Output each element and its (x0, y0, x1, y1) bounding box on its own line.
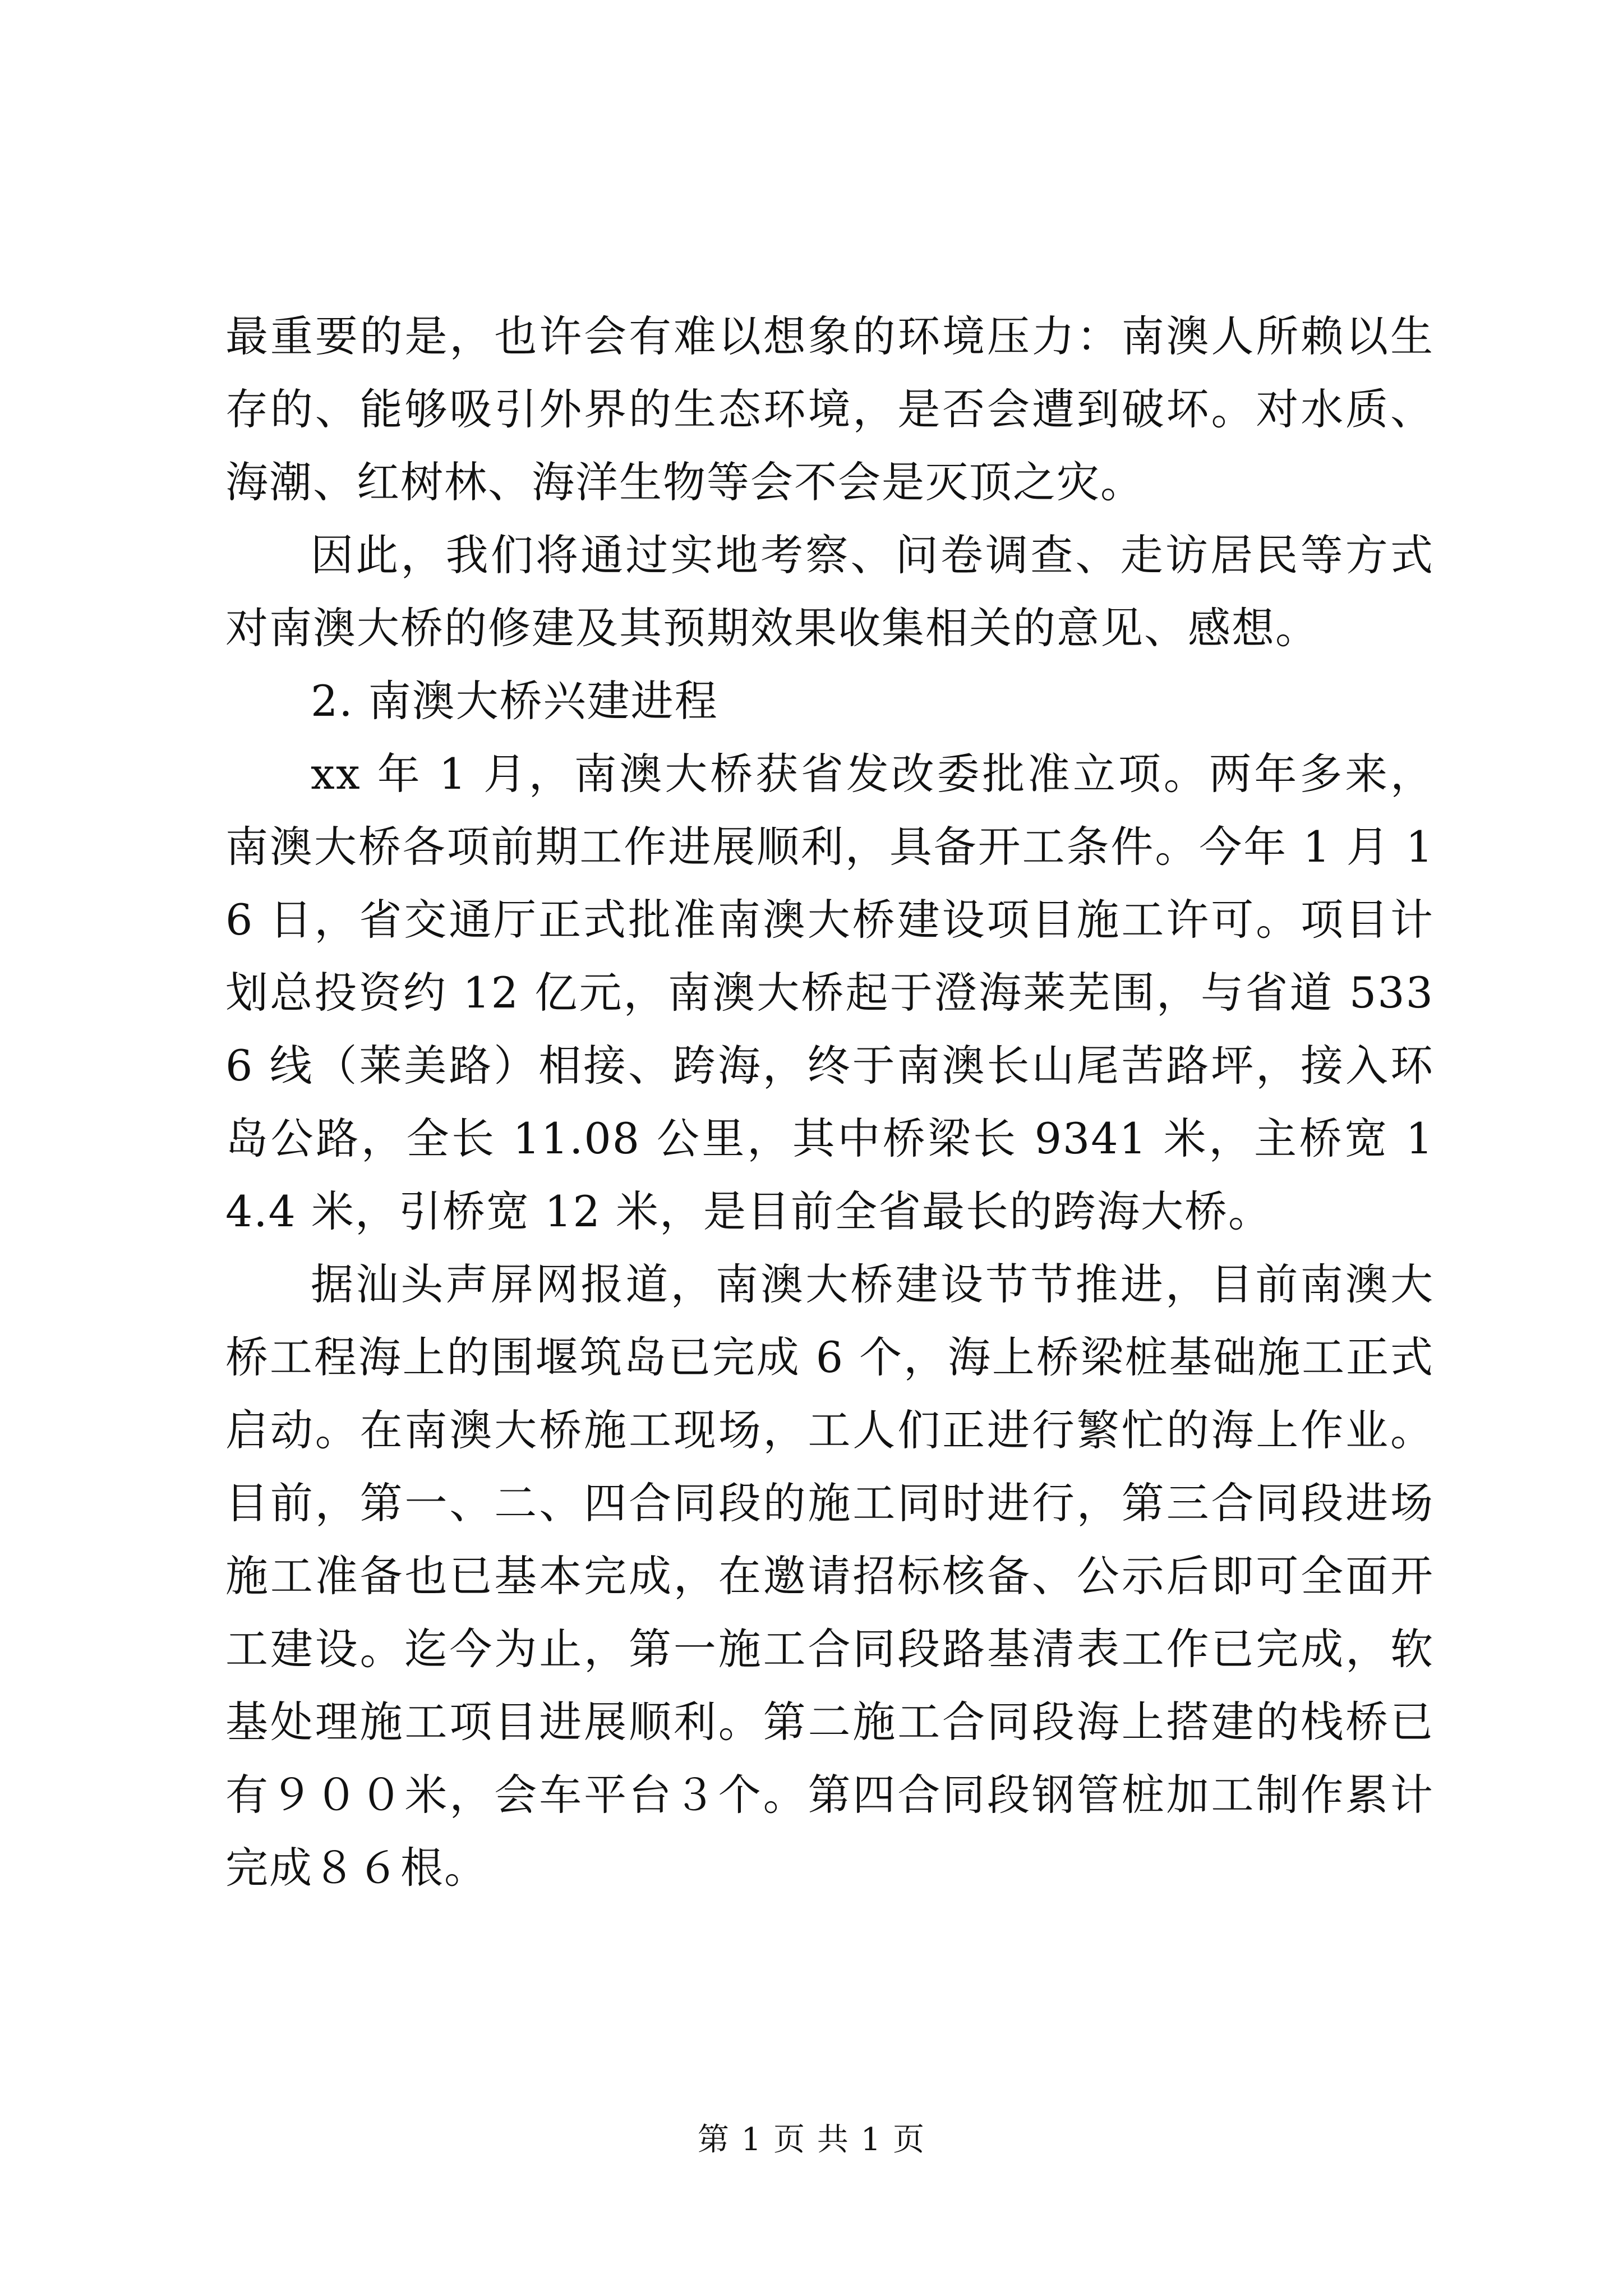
page-footer: 第 1 页 共 1 页 (697, 2122, 926, 2158)
paragraph-project-approval: xx 年 1 月，南澳大桥获省发改委批准立项。两年多来，南澳大桥各项前期工作进展顺利，具备开工条件。今年 1 月 16 日，省交通厅正式批准南澳大桥建设项目施工许可。项目计划总投资约 12 亿元，南澳大桥起于澄海莱芜围，与省道 5336 线（莱美路）相接、跨海，终于南澳长山尾苦路坪，接入环岛公路，全长 11.08 公里，其中桥梁长 9341 米，主桥宽 14.4 米，引桥宽 12 米，是目前全省最长的跨海大桥。 (225, 749, 1434, 1236)
body-text (225, 300, 1434, 1904)
paragraph-environment-pressure: 最重要的是，也许会有难以想象的环境压力：南澳人所赖以生存的、能够吸引外界的生态环境，是否会遭到破坏。对水质、海潮、红树林、海洋生物等会不会是灭顶之灾。 (225, 311, 1434, 507)
paragraph-research-method: 因此，我们将通过实地考察、问卷调查、走访居民等方式对南澳大桥的修建及其预期效果收集相关的意见、感想。 (225, 530, 1434, 653)
paragraph-construction-status: 据汕头声屏网报道，南澳大桥建设节节推进，目前南澳大桥工程海上的围堰筑岛已完成 6 个，海上桥梁桩基础施工正式启动。在南澳大桥施工现场，工人们正进行繁忙的海上作业。目前，第一、二、四合同段的施工同时进行，第三合同段进场施工准备也已基本完成，在邀请招标核备、公示后即可全面开工建设。迄今为止，第一施工合同段路基清表工作已完成，软基处理施工项目进展顺利。第二施工合同段海上搭建的栈桥已有９００米，会车平台３个。第四合同段钢管桩加工制作累计完成８６根。 (225, 1259, 1434, 1893)
section-heading-construction-progress: 2. 南澳大桥兴建进程 (311, 676, 718, 726)
